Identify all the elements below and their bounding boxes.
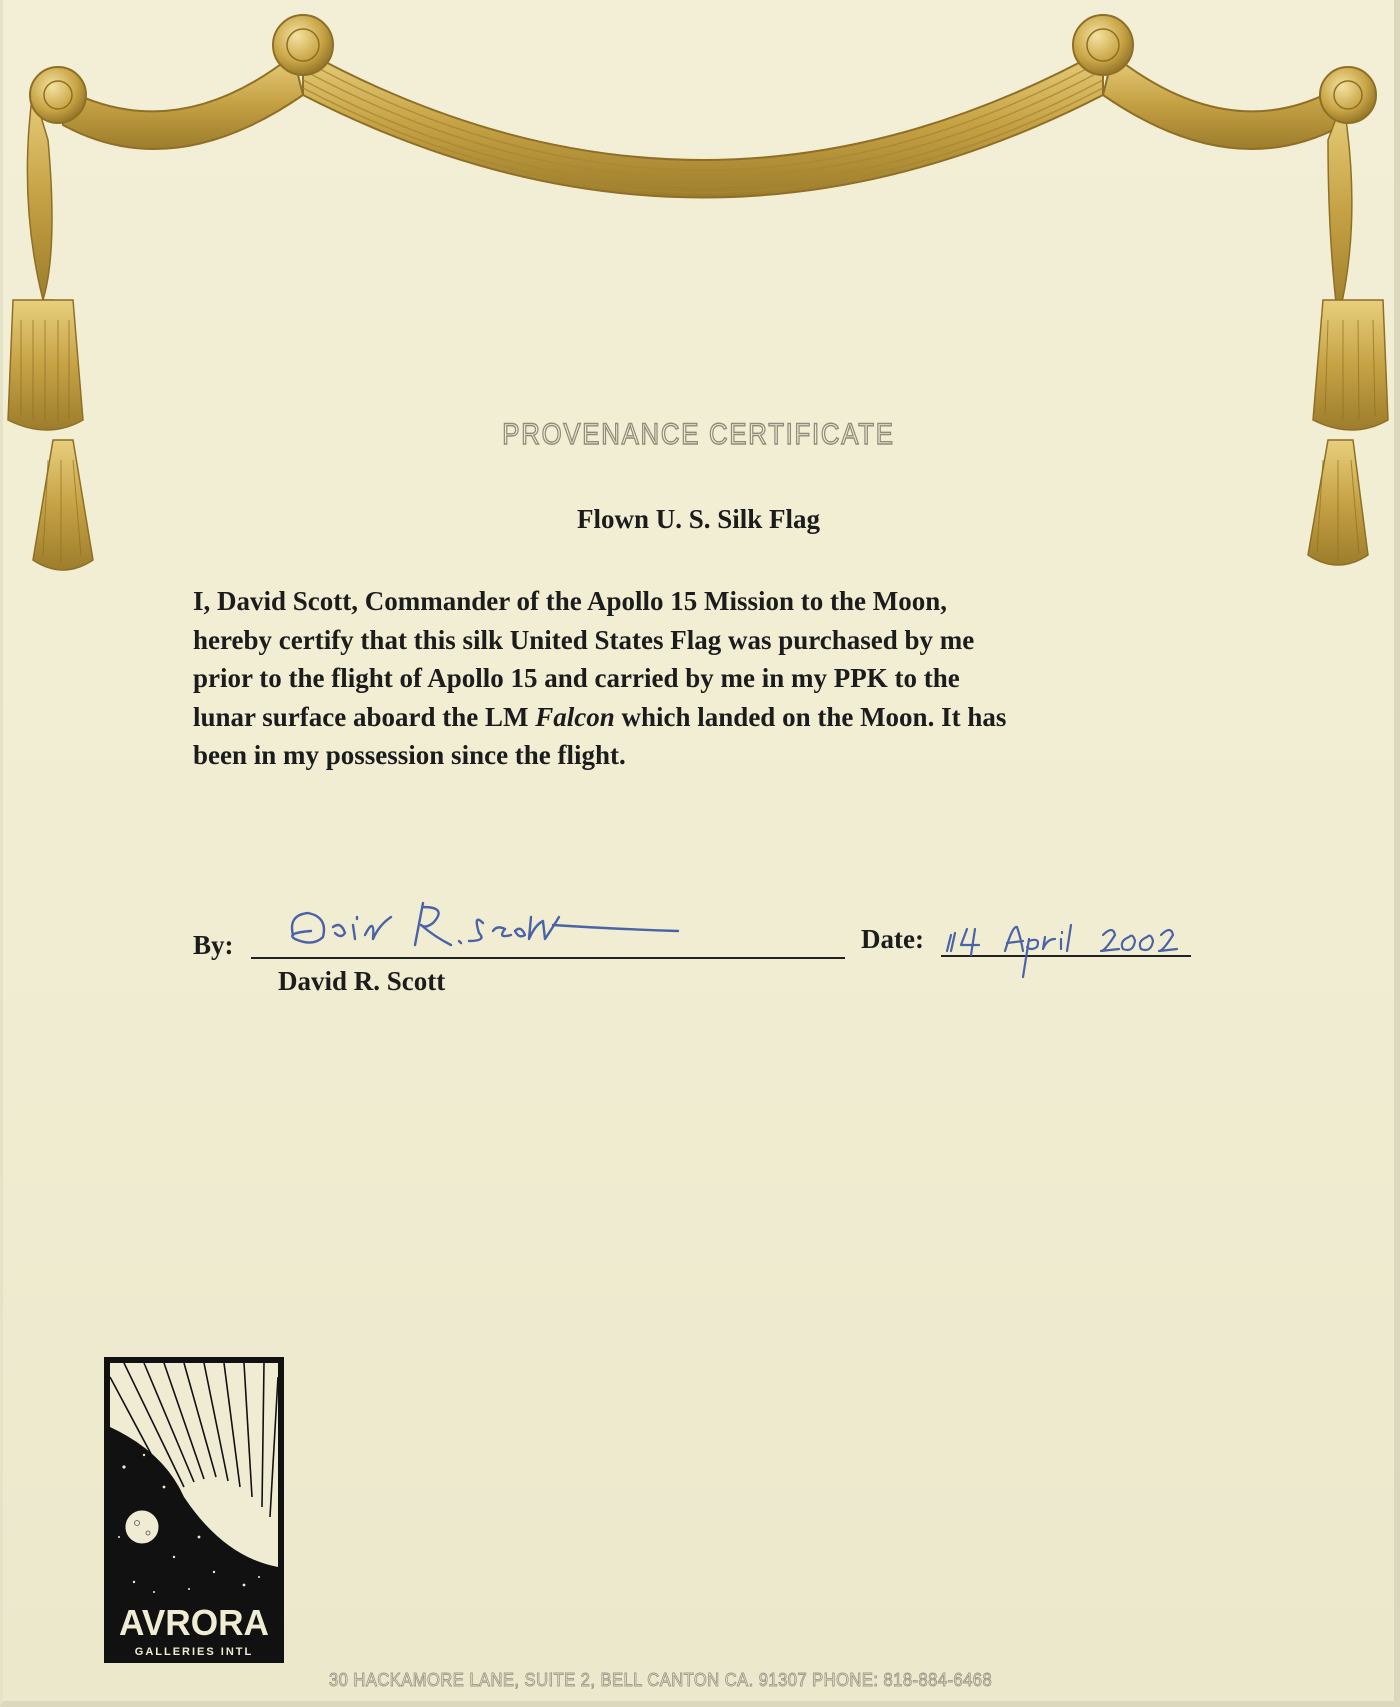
date-label: Date: [861, 924, 924, 954]
statement-line: been in my possession since the flight. [193, 740, 626, 770]
lm-name-falcon: Falcon [535, 701, 615, 732]
handwritten-signature [283, 895, 703, 965]
by-label: By: [193, 930, 234, 960]
statement-text: which landed on the Moon. It has [614, 701, 1007, 732]
logo-tagline: GALLERIES INTL [134, 1646, 254, 1658]
statement-line: hereby certify that this silk United States Flag was purchased by me [193, 624, 975, 655]
certificate-title: PROVENANCE CERTIFICATE [502, 418, 895, 451]
gallery-address: 30 HACKAMORE LANE, SUITE 2, BELL CANTON CA. 91307 PHONE: 818-884-6468 [329, 1670, 993, 1690]
statement-line: prior to the flight of Apollo 15 and carried by me in my PPK to the [193, 663, 960, 693]
certificate-subtitle: Flown U. S. Silk Flag [576, 504, 821, 534]
statement-text: lunar surface aboard the LM [193, 701, 536, 732]
statement-line: I, David Scott, Commander of the Apollo 15 Mission to the Moon, [193, 586, 948, 616]
certification-statement [193, 582, 1203, 775]
statement-line [193, 698, 1203, 737]
aurora-galleries-logo [104, 1357, 284, 1663]
gold-drapery-ornament [3, 0, 1400, 590]
logo-wordmark: AVRORA [119, 1602, 269, 1643]
signer-printed-name: David R. Scott [278, 966, 446, 996]
handwritten-date [943, 915, 1193, 985]
